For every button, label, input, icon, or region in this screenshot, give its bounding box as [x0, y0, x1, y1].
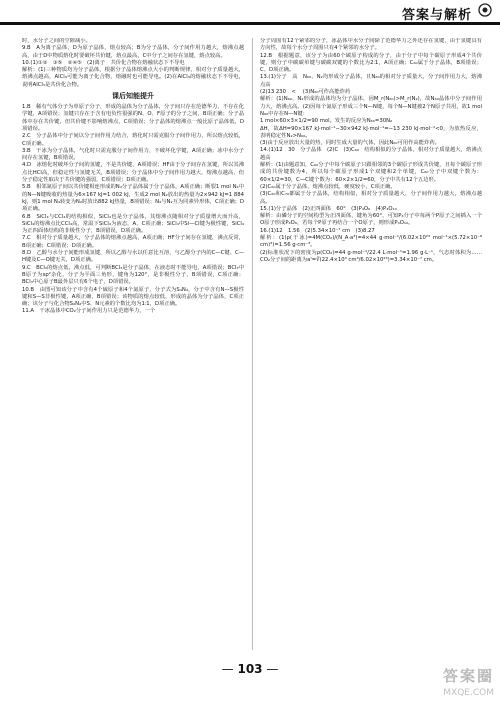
page-number: 103: [237, 662, 263, 676]
right-column-paragraph: (3)C₆₀和C₇₀都属于分子晶体，结构相似，相对分子质量越大，分子间作用力越大，熔沸点越高。: [260, 191, 482, 205]
right-column-paragraph: (3)由于反应放出大量的热，同时生成大量的气体，因此N₆₀可用作高能炸药。: [260, 140, 440, 147]
column-divider: [252, 38, 253, 650]
left-column-paragraph: 4.D 冰熔化时破坏分子间的氢键，不是共价键，A项错误；HF由于分子间存在氢键，所以其沸点比HCl高，但稳定性与氢键无关，B项错误；分子晶体中分子间作用力越大，熔沸点越高，但分子稳定性取决于共价键的强弱，C项错误；D项正确。: [22, 162, 244, 184]
watermark-logo: [408, 658, 494, 698]
left-column-paragraph: 9.B A为离子晶体，D为原子晶体，熔点较高；B为分子晶体，分子间作用力越大，熔沸点越高，由于D中物质熔化时要破坏共价键，熔点最高，C中分子之间存在氢键，熔点较高。: [22, 45, 244, 59]
right-column-paragraph: 解析：(1)N₆₀、N₂形成的晶体均为分子晶体，因M_r(N₆₀)>M_r(N₂)，故N₆₀晶体中分子间作用力大，熔沸点高。(2)因每个氮原子形成三个N—N键，每个N—N键被2个N原子共用，故1 mol N₆₀中存在N—N键：: [260, 96, 482, 117]
left-column-paragraph: 解析：(1)三种物质均为分子晶体，根据分子晶体熔沸点大小的判断规律，相对分子质量越大，熔沸点越高，AlCl₃可能为离子化合物，熔融时也可能导电。(2)在AlCl₃的熔融状态下不导电，说明AlCl₃是共价化合物。: [22, 67, 244, 88]
right-column-paragraph: (2)标准状况下的密度为ρ(CO₂)=44 g·mol⁻¹/22.4 L·mol⁻¹=1.96 g·L⁻¹，气态时体积为……CO₂分子间的距离为a'=∛(22.4×10³ cm³/6.02×10²³)=3.34×10⁻⁷ cm。: [260, 249, 482, 263]
right-column-paragraph: 解析：由磷分子的空间构型为正四面体，键角为60°，可知P₄分子中每两个P原子之间插入一个O原子形成P₄O₆，若每个P原子再结合一个O原子，则形成P₄O₁₀。: [260, 213, 482, 227]
footer-dash-right: —: [262, 662, 279, 676]
left-column-paragraph: 6.B SiCl₄与CCl₄的结构相似，SiCl₄也是分子晶体，其熔沸点随相对分子质量增大而升高，SiCl₄的熔沸点比CCl₄高，常温下SiCl₄为液态，A、C项正确；SiCl₄中Si—Cl键为极性键，SiCl₄为正四面体结构的非极性分子，B项错误，D项正确。: [22, 213, 244, 235]
header-title: 答案与解析: [401, 8, 472, 23]
watermark-brand: 答案圈: [442, 667, 494, 685]
page-header: [0, 0, 500, 34]
left-column-paragraph: 10.(1)①② ③⑤ ②④⑤ (2)离子 共价化合物在熔融状态下不导电: [22, 59, 185, 66]
right-column: [260, 38, 482, 650]
right-column-paragraph: 1 mol×60×3×1/2=90 mol。发生的反应为N₆₀=30N₂: [260, 118, 393, 125]
right-column-paragraph: 分子周围有12个紧邻的分子，冰晶体中水分子间除了范德华力之外还存在氢键，由于氢键具有方向性，故每个水分子周围只有4个紧邻的水分子。: [260, 38, 482, 52]
right-column-paragraph: 解析：(1)由题意知，C₆₀分子中每个碳原子只跟相邻的3个碳原子形成共价键，且每个碳原子形成的共价键数为4，所以每个碳原子形成1个双键和2个单键，C₆₀分子中双键个数为：60×1/2=30，C—C键个数为：60×2×1/2=60，分子中共有12个五边形。: [260, 162, 482, 183]
right-column-paragraph: 14.(1)12 30 分子晶体 (2)C (3)C₆₀ 结构相似的分子晶体，相对分子质量越大，熔沸点越高: [260, 147, 482, 161]
header-ornament-icon: [478, 3, 492, 17]
two-column-body: [22, 38, 482, 650]
left-column-paragraph: 1.B 稀有气体分子为单原子分子，形成的晶体为分子晶体，分子间只存在范德华力，不存在化学键，A项错误；氢键只存在于含有电负性很强的N、O、F原子的分子之间，B项正确；分子晶体中存在共价键，但共价键不影响熔沸点，C项错误；分子晶体的熔沸点一般比原子晶体低，D项错误。: [22, 104, 244, 132]
left-column-paragraph: 时，水分子之间的空隙减小。: [22, 38, 91, 44]
left-column-paragraph: 课后知能提升: [112, 92, 154, 101]
right-column-paragraph: ΔH，故ΔH=90×167 kJ·mol⁻¹−30×942 kJ·mol⁻¹=−13 230 kJ·mol⁻¹<0，为放热反应，表明稳定性N₂>N₆₀。: [260, 125, 482, 139]
left-column-paragraph: 7.C 相对分子质量越大，分子晶体的熔沸点越高，A项正确；HF分子间存在氢键，沸点反常，B项正确；C项错误；D项正确。: [22, 235, 244, 249]
right-column-paragraph: (2)13 230 < (3)N₆₀可作高能炸药: [260, 89, 351, 96]
right-column-paragraph: 15.(1)分子晶体 (2)正四面体 60° (3)P₄O₆ (4)P₄O₁₀: [260, 205, 397, 212]
left-column: [22, 38, 244, 650]
left-column-paragraph: 2.C 分子晶体中分子间以分子间作用力结合，熔化时只需克服分子间作用力，所以熔点较低，C项正确。: [22, 133, 244, 147]
left-column-paragraph: 3.B 干冰为分子晶体，气化时只需克服分子间作用力，不破坏化学键，A项正确；冰中水分子间存在氢键，B项错误。: [22, 147, 244, 162]
right-column-paragraph: 16.(1)12 1.56 (2)5.34×10⁻⁷ cm (3)8.27: [260, 227, 375, 234]
left-column-paragraph: 11.A 干冰晶体中CO₂分子间作用力只是范德华力，一个: [22, 308, 156, 315]
right-column-paragraph: 12.B 根据题意，该分子为由60个碳原子构成的分子，由于分子中每个碳原子形成4个共价键，则分子中碳碳单键与碳碳双键的个数比为2∶1，A项正确；C₆₀属于分子晶体，B项错误；C、D项正确。: [260, 52, 482, 74]
right-column-paragraph: (2)C₆₀属于分子晶体，熔沸点较低，硬度较小，C项正确。: [260, 183, 396, 190]
right-column-paragraph: 13.(1)分子 高 N₆₀、N₂均形成分子晶体，且N₆₀的相对分子质量大，分子间作用力大，熔沸点高: [260, 74, 482, 88]
left-column-paragraph: 9.C BCl₃的熔点低，沸点低，可判断BCl₃是分子晶体，在液态时不能导电，A项错误；BCl₃中B原子为sp²杂化，分子为平面三角形，键角为120°，是非极性分子，B项错误，C项正确；BCl₃中心原子B最外层只有6个电子，D项错误。: [22, 264, 244, 286]
left-column-paragraph: 10.B 由图可知该分子中含有4个硫原子和4个氮原子，分子式为S₄N₄，分子中含有N—S极性键和S—S非极性键，A项正确，B项错误；该物质的熔点较低，形成的晶体为分子晶体，C项正确；该分子与化合物S₂N₂中S、N元素的个数比均为1∶1，D项正确。: [22, 286, 244, 308]
watermark-url: MXQE.COM: [443, 688, 494, 698]
left-column-paragraph: 8.D 乙醇与水分子间能形成氢键，所以乙醇与水以任意比互溶，与乙醇分子内的C—C键、C—H键及C—O键无关，D项正确。: [22, 250, 244, 264]
left-column-paragraph: 5.B 相邻氮原子间以共价键相连形成的N₄分子晶体属于分子晶体，A项正确；断裂1 mol N₄中的N—N键吸收的热量为6×167 kJ=1 002 kJ，生成2 mol N₂放出的热量为2×942 kJ=1 884 kJ，则1 mol N₄转变为N₂时放出882 kJ热量，B项错误；N₄与N₂互为同素异形体，C项正确；D项正确。: [22, 184, 244, 213]
footer-dash-left: —: [221, 662, 238, 676]
right-column-paragraph: 解析：(1)ρ(干冰)=4M(CO₂)/(N_A·a³)=4×44 g·mol⁻¹/(6.02×10²³ mol⁻¹×(5.72×10⁻⁸ cm)³)=1.56 g·cm⁻³。: [260, 235, 482, 249]
